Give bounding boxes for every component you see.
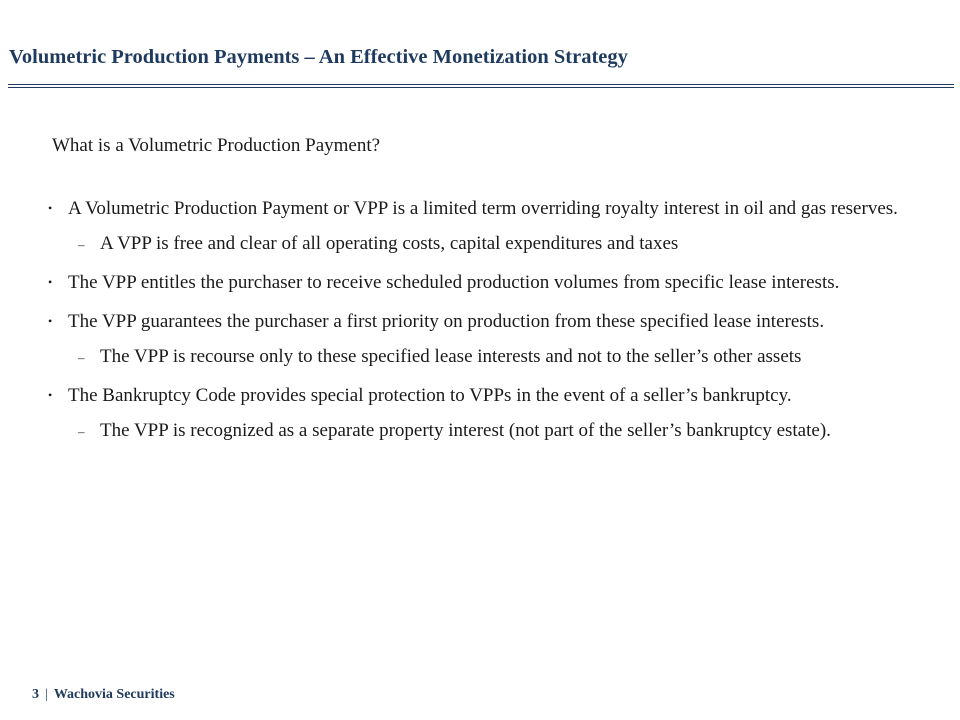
- bullet-text: A Volumetric Production Payment or VPP is a limited term overriding royalty interest in oil and gas reserves.: [68, 198, 898, 219]
- sub-bullet-list: [68, 342, 906, 371]
- bullet-marker: •: [48, 388, 53, 402]
- bullet-item: [46, 381, 906, 445]
- sub-bullet-list: [68, 229, 906, 258]
- bullet-item: [46, 307, 906, 371]
- sub-bullet-list: [68, 416, 906, 445]
- sub-bullet-marker: –: [78, 424, 85, 439]
- bullet-item: [46, 194, 906, 258]
- bullet-item: [46, 268, 906, 297]
- sub-bullet-text: The VPP is recognized as a separate property interest (not part of the seller’s bankruptcy estate).: [100, 420, 831, 441]
- bullet-text: The Bankruptcy Code provides special protection to VPPs in the event of a seller’s bankruptcy.: [68, 385, 792, 406]
- footer: [32, 687, 175, 703]
- sub-bullet-item: [68, 342, 906, 371]
- bullet-text: The VPP guarantees the purchaser a first priority on production from these specified lease interests.: [68, 311, 825, 332]
- sub-bullet-marker: –: [78, 237, 85, 252]
- slide-title: Volumetric Production Payments – An Effective Monetization Strategy: [9, 46, 628, 68]
- sub-bullet-item: [68, 416, 906, 445]
- bullet-marker: •: [48, 201, 53, 215]
- sub-bullet-marker: –: [78, 350, 85, 365]
- bullet-marker: •: [48, 314, 53, 328]
- bullet-text: The VPP entitles the purchaser to receive scheduled production volumes from specific lease interests.: [68, 272, 840, 293]
- title-divider: [8, 84, 954, 88]
- bullet-marker: •: [48, 275, 53, 289]
- sub-bullet-text: The VPP is recourse only to these specified lease interests and not to the seller’s other assets: [100, 346, 802, 367]
- sub-bullet-text: A VPP is free and clear of all operating costs, capital expenditures and taxes: [100, 233, 679, 254]
- company-name: Wachovia Securities: [53, 687, 175, 702]
- sub-bullet-item: [68, 229, 906, 258]
- bullet-list: [46, 194, 906, 455]
- page-number: 3: [32, 687, 39, 702]
- section-question: What is a Volumetric Production Payment?: [52, 135, 381, 156]
- footer-separator: |: [45, 687, 48, 702]
